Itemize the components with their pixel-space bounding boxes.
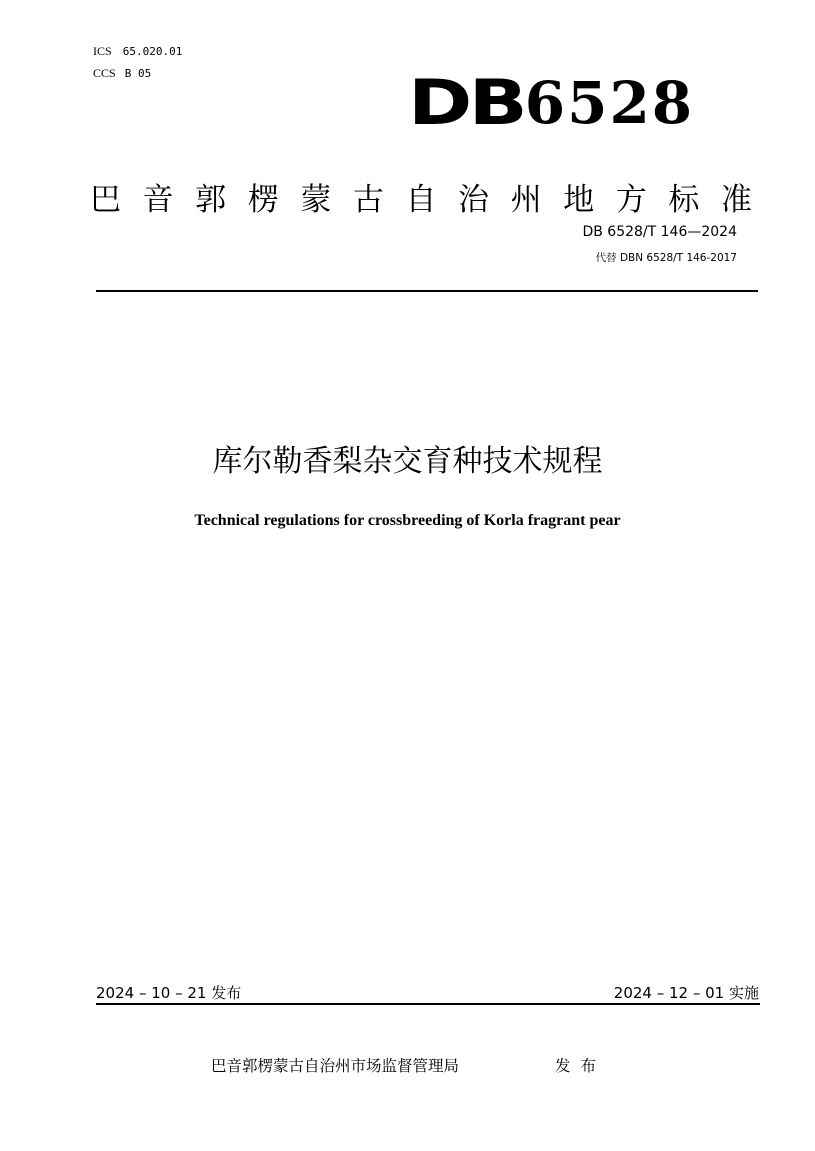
standard-type-char: 方	[615, 182, 647, 218]
db-logo-mark: DB	[408, 66, 524, 139]
ics-value: 65.020.01	[122, 45, 183, 58]
ccs-label: CCS	[93, 66, 116, 80]
db-logo	[408, 68, 694, 138]
standard-type-char: 郭	[195, 182, 227, 218]
bottom-divider	[96, 1003, 760, 1005]
standard-type-heading	[90, 178, 752, 222]
standard-type-char: 自	[405, 182, 437, 218]
issue-label: 发布	[555, 1057, 607, 1075]
standard-code: DB 6528/T 146—2024	[582, 224, 737, 240]
standard-type-char: 治	[458, 182, 490, 218]
standard-type-char: 准	[720, 182, 752, 218]
ics-label: ICS	[93, 44, 112, 58]
standard-type-char: 楞	[247, 182, 279, 218]
implementation-date: 2024 – 12 – 01 实施	[613, 984, 759, 1002]
db-logo-number: 6528	[524, 69, 695, 137]
issue-date: 2024 – 10 – 21 发布	[96, 984, 242, 1002]
top-divider	[96, 290, 758, 292]
standard-type-char: 巴	[90, 182, 121, 218]
replaced-standard: 代替 DBN 6528/T 146-2017	[595, 252, 737, 264]
standard-type-char: 州	[510, 182, 542, 218]
issuing-authority: 巴音郭楞蒙古自治州市场监督管理局	[211, 1057, 460, 1075]
standard-type-char: 地	[563, 182, 595, 218]
standard-type-char: 标	[668, 182, 700, 218]
ics-line	[93, 40, 182, 59]
document-title: 库尔勒香梨杂交育种技术规程	[212, 444, 603, 479]
standard-type-char: 古	[352, 182, 384, 218]
standard-type-char: 音	[142, 182, 174, 218]
ccs-value: B 05	[124, 67, 152, 80]
document-title-english: Technical regulations for crossbreeding of Korla fragrant pear	[194, 512, 621, 529]
ccs-line	[93, 62, 151, 81]
standard-type-char: 蒙	[300, 182, 332, 218]
